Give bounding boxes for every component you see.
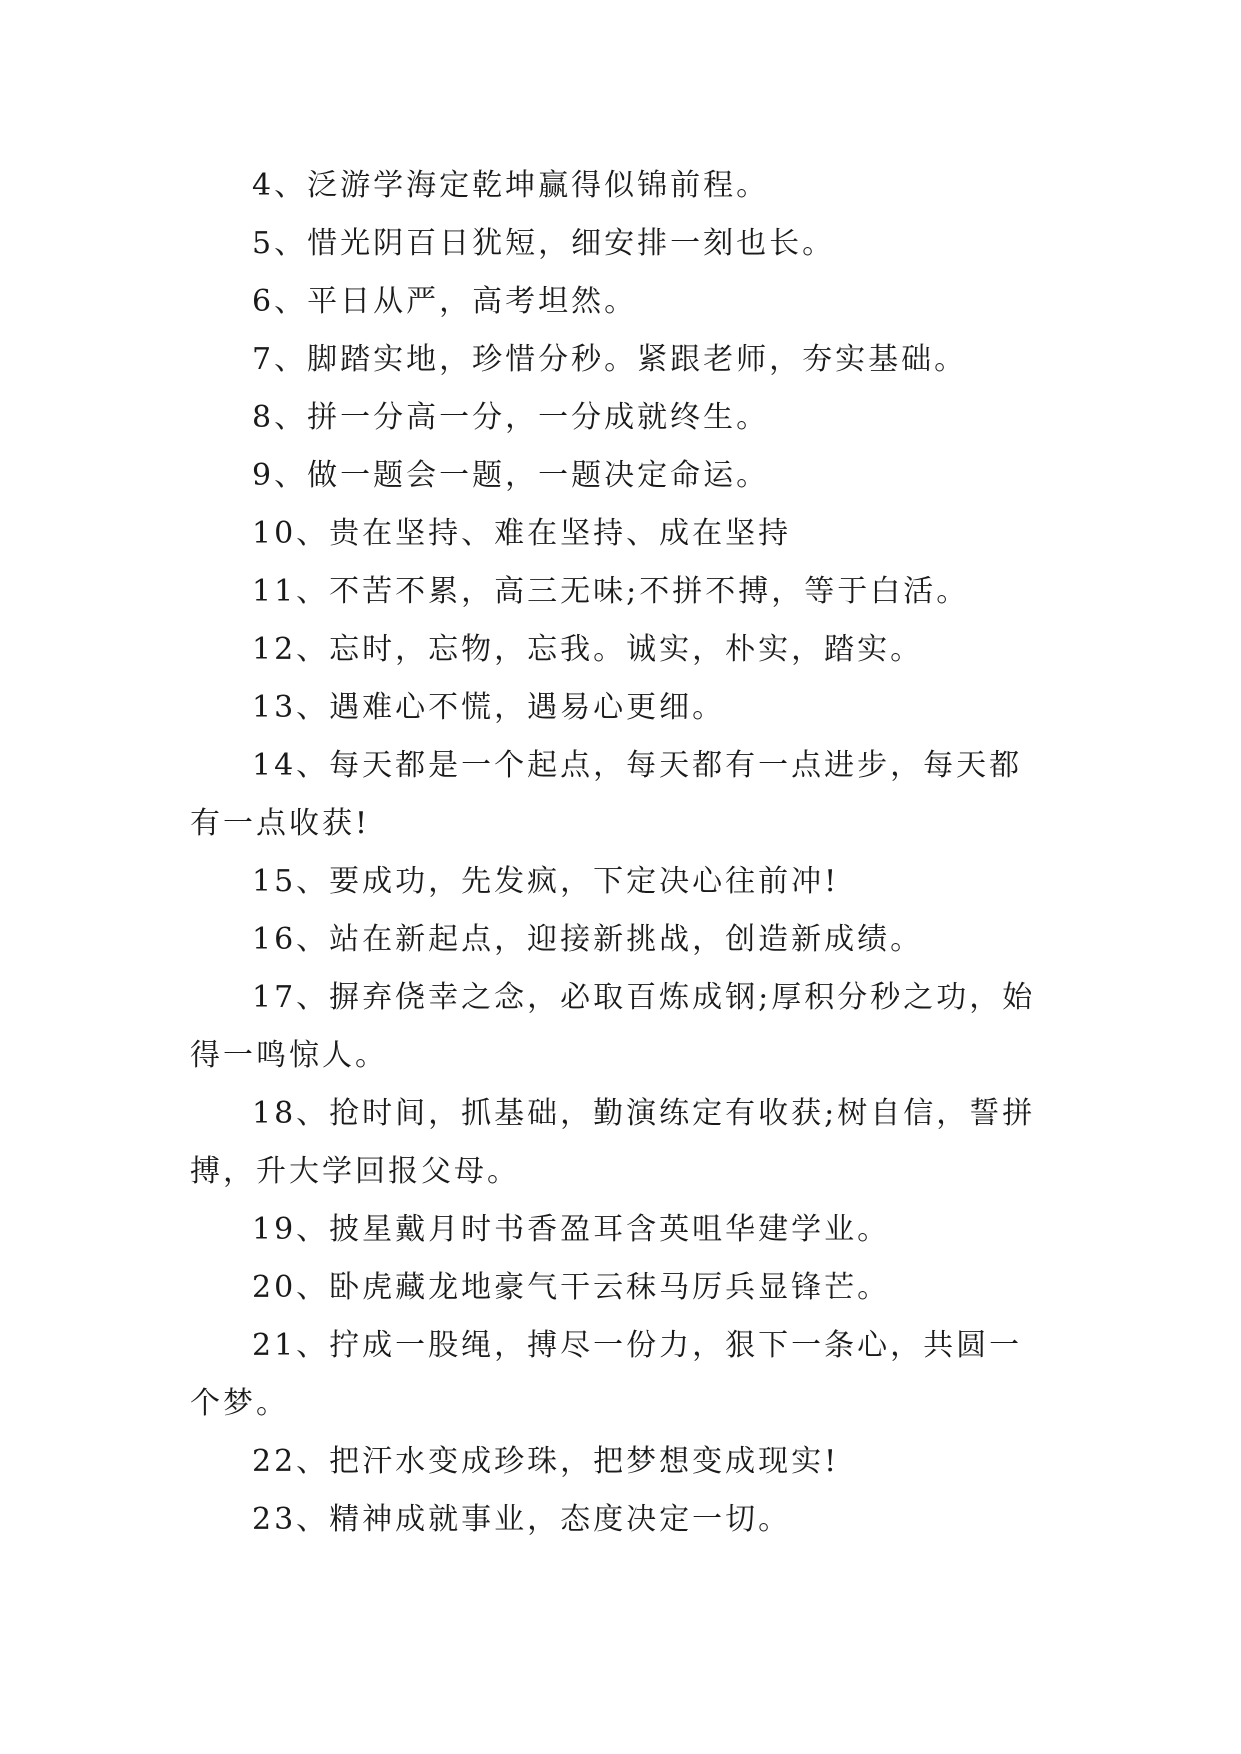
list-item: 19、披星戴月时书香盈耳含英咀华建学业。 xyxy=(252,1212,891,1247)
list-item: 20、卧虎藏龙地豪气干云秣马厉兵显锋芒。 xyxy=(252,1270,891,1305)
document-page xyxy=(190,157,1050,1549)
list-item: 21、拧成一股绳，搏尽一份力，狠下一条心，共圆一个梦。 xyxy=(190,1328,1023,1421)
list-item: 7、脚踏实地，珍惜分秒。紧跟老师，夯实基础。 xyxy=(252,342,968,377)
list-item: 17、摒弃侥幸之念，必取百炼成钢;厚积分秒之功，始得一鸣惊人。 xyxy=(190,980,1036,1073)
list-item: 10、贵在坚持、难在坚持、成在坚持 xyxy=(252,516,792,551)
list-item: 12、忘时，忘物，忘我。诚实，朴实，踏实。 xyxy=(252,632,924,667)
list-item: 13、遇难心不慌，遇易心更细。 xyxy=(252,690,726,725)
list-item: 15、要成功，先发疯，下定决心往前冲! xyxy=(252,864,840,899)
list-item: 18、抢时间，抓基础，勤演练定有收获;树自信，誓拼搏，升大学回报父母。 xyxy=(190,1096,1036,1189)
list-item: 8、拼一分高一分，一分成就终生。 xyxy=(252,400,770,435)
list-item: 5、惜光阴百日犹短，细安排一刻也长。 xyxy=(252,226,836,261)
list-item: 11、不苦不累，高三无味;不拼不搏，等于白活。 xyxy=(252,574,970,609)
list-item: 22、把汗水变成珍珠，把梦想变成现实! xyxy=(252,1444,840,1479)
list-item: 16、站在新起点，迎接新挑战，创造新成绩。 xyxy=(252,922,924,957)
list-item: 6、平日从严，高考坦然。 xyxy=(252,284,638,319)
list-item: 14、每天都是一个起点，每天都有一点进步，每天都有一点收获! xyxy=(190,748,1023,841)
list-item: 23、精神成就事业，态度决定一切。 xyxy=(252,1502,792,1537)
list-item: 9、做一题会一题，一题决定命运。 xyxy=(252,458,770,493)
list-item: 4、泛游学海定乾坤赢得似锦前程。 xyxy=(252,168,770,203)
